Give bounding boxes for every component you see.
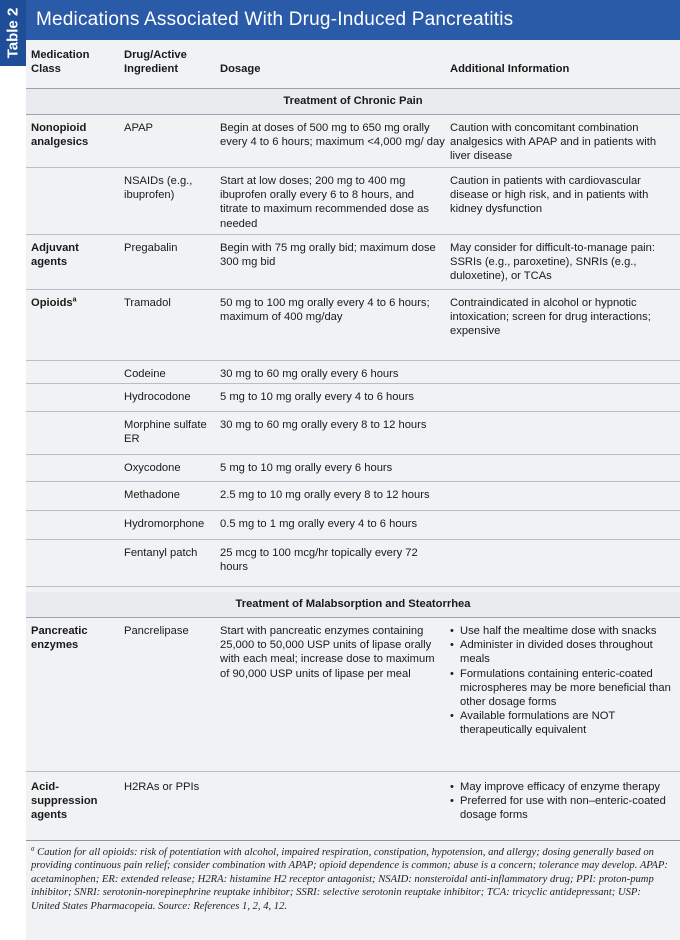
- table-row: [26, 115, 680, 168]
- cell-drug: NSAIDs (e.g., ibuprofen): [124, 175, 193, 202]
- cell-drug: Fentanyl patch: [124, 547, 198, 559]
- table-row: [26, 361, 680, 384]
- column-header-info: Additional Information: [450, 63, 570, 75]
- table-row: [26, 455, 680, 482]
- cell-dosage: 0.5 mg to 1 mg orally every 4 to 6 hours: [220, 518, 418, 530]
- footnote-marker: a: [72, 296, 77, 304]
- table-footnote: $^a$ Caution for all opioids: risk of potentiation with alcohol, impaired respiration, constipation, hypotension, and allergy; dosing generally based on providing continuous pain relief; consider combination with APAP; opioid dependence is common; abuse is a concern; tolerance may develop. APAP: acetaminophen; ER: extended release; H2RA: histamine H2 receptor antagonist; NSAID: nonsteroidal anti-inflammatory drug; PPI: proton-pump inhibitor; SNRI: serotonin-norepinephrine reuptake inhibitor; SSRI: selective serotonin reuptake inhibitor; TCA: tricyclic antidepressant; USP: United States Pharmacopeia. Source: References 1, 2, 4, 12.: [31, 844, 668, 912]
- cell-drug: Morphine sulfate ER: [124, 419, 207, 446]
- table-row: [26, 168, 680, 235]
- table-row: [26, 774, 680, 841]
- table-row: [26, 384, 680, 412]
- table-row: [26, 235, 680, 290]
- cell-info: Caution with concomitant combination analgesics with APAP and in patients with liver disease: [450, 122, 657, 163]
- table-row: [26, 540, 680, 587]
- cell-drug: Oxycodone: [124, 462, 181, 474]
- list-item: • Preferred for use with non–enteric-coated dosage forms: [450, 794, 676, 822]
- list-item: • Administer in divided doses throughout meals: [450, 638, 676, 666]
- cell-drug: Hydrocodone: [124, 391, 191, 403]
- table-row: [26, 482, 680, 511]
- footnote-marker: a: [31, 844, 35, 853]
- list-item: • May improve efficacy of enzyme therapy: [450, 780, 676, 794]
- cell-info: [450, 780, 676, 823]
- table-label-tab: [0, 0, 26, 66]
- cell-class: Nonopioid analgesics: [31, 122, 89, 149]
- cell-dosage: 5 mg to 10 mg orally every 4 to 6 hours: [220, 391, 415, 403]
- cell-drug: Pregabalin: [124, 242, 178, 254]
- column-header-row: [26, 48, 680, 89]
- table-row: [26, 412, 680, 455]
- column-header-class: Medication Class: [31, 49, 90, 75]
- section-header-malabsorption: Treatment of Malabsorption and Steatorrhea: [26, 592, 680, 618]
- table-row: [26, 511, 680, 540]
- cell-dosage: 25 mcg to 100 mcg/hr topically every 72 hours: [220, 547, 418, 574]
- table-row: [26, 290, 680, 361]
- cell-dosage: 30 mg to 60 mg orally every 8 to 12 hours: [220, 419, 427, 431]
- table-panel: [26, 40, 680, 940]
- info-bullet-list: [450, 780, 676, 823]
- cell-drug: Tramadol: [124, 297, 171, 309]
- cell-class: Pancreatic enzymes: [31, 625, 88, 652]
- cell-drug: APAP: [124, 122, 154, 134]
- table-label: Table 2: [4, 7, 22, 59]
- cell-info: [450, 624, 676, 738]
- cell-dosage: Begin at doses of 500 mg to 650 mg orally every 4 to 6 hours; maximum <4,000 mg/ day: [220, 122, 445, 149]
- cell-info: Caution in patients with cardiovascular disease or high risk, and in patients with kidney dysfunction: [450, 175, 649, 216]
- cell-drug: Hydromorphone: [124, 518, 205, 530]
- cell-drug: Pancrelipase: [124, 625, 189, 637]
- column-header-dosage: Dosage: [220, 63, 261, 75]
- cell-dosage: 50 mg to 100 mg orally every 4 to 6 hours; maximum of 400 mg/day: [220, 297, 430, 324]
- cell-class: Opioids$^a$: [31, 296, 77, 309]
- table-row: [26, 618, 680, 772]
- cell-dosage: 5 mg to 10 mg orally every 6 hours: [220, 462, 393, 474]
- list-item: • Use half the mealtime dose with snacks: [450, 624, 676, 638]
- column-header-drug: Drug/Active Ingredient: [124, 49, 187, 75]
- list-item: • Available formulations are NOT therapeutically equivalent: [450, 709, 676, 737]
- info-bullet-list: [450, 624, 676, 738]
- cell-dosage: 2.5 mg to 10 mg orally every 8 to 12 hours: [220, 489, 430, 501]
- cell-class: Acid-suppression agents: [31, 781, 98, 822]
- cell-drug: H2RAs or PPIs: [124, 781, 200, 793]
- cell-class: Adjuvant agents: [31, 242, 79, 269]
- section-header-chronic-pain: Treatment of Chronic Pain: [26, 89, 680, 115]
- table-title: Medications Associated With Drug-Induced Pancreatitis: [36, 9, 514, 30]
- cell-dosage: Start with pancreatic enzymes containing 25,000 to 50,000 USP units of lipase orally with each meal; increase dose to maximum of 90,000 USP units of lipase per meal: [220, 625, 435, 680]
- cell-info: May consider for difficult-to-manage pain: SSRIs (e.g., paroxetine), SNRIs (e.g., duloxetine), or TCAs: [450, 242, 655, 283]
- list-item: • Formulations containing enteric-coated microspheres may be more beneficial than other dosage forms: [450, 667, 676, 710]
- cell-dosage: Start at low doses; 200 mg to 400 mg ibuprofen orally every 6 to 8 hours, and titrate to maximum recommended dose as needed: [220, 175, 429, 230]
- cell-dosage: Begin with 75 mg orally bid; maximum dose 300 mg bid: [220, 242, 436, 269]
- cell-info: Contraindicated in alcohol or hypnotic intoxication; screen for drug interactions; expensive: [450, 297, 651, 338]
- title-bar: [26, 0, 680, 40]
- cell-drug: Methadone: [124, 489, 180, 501]
- cell-drug: Codeine: [124, 368, 166, 380]
- cell-dosage: 30 mg to 60 mg orally every 6 hours: [220, 368, 399, 380]
